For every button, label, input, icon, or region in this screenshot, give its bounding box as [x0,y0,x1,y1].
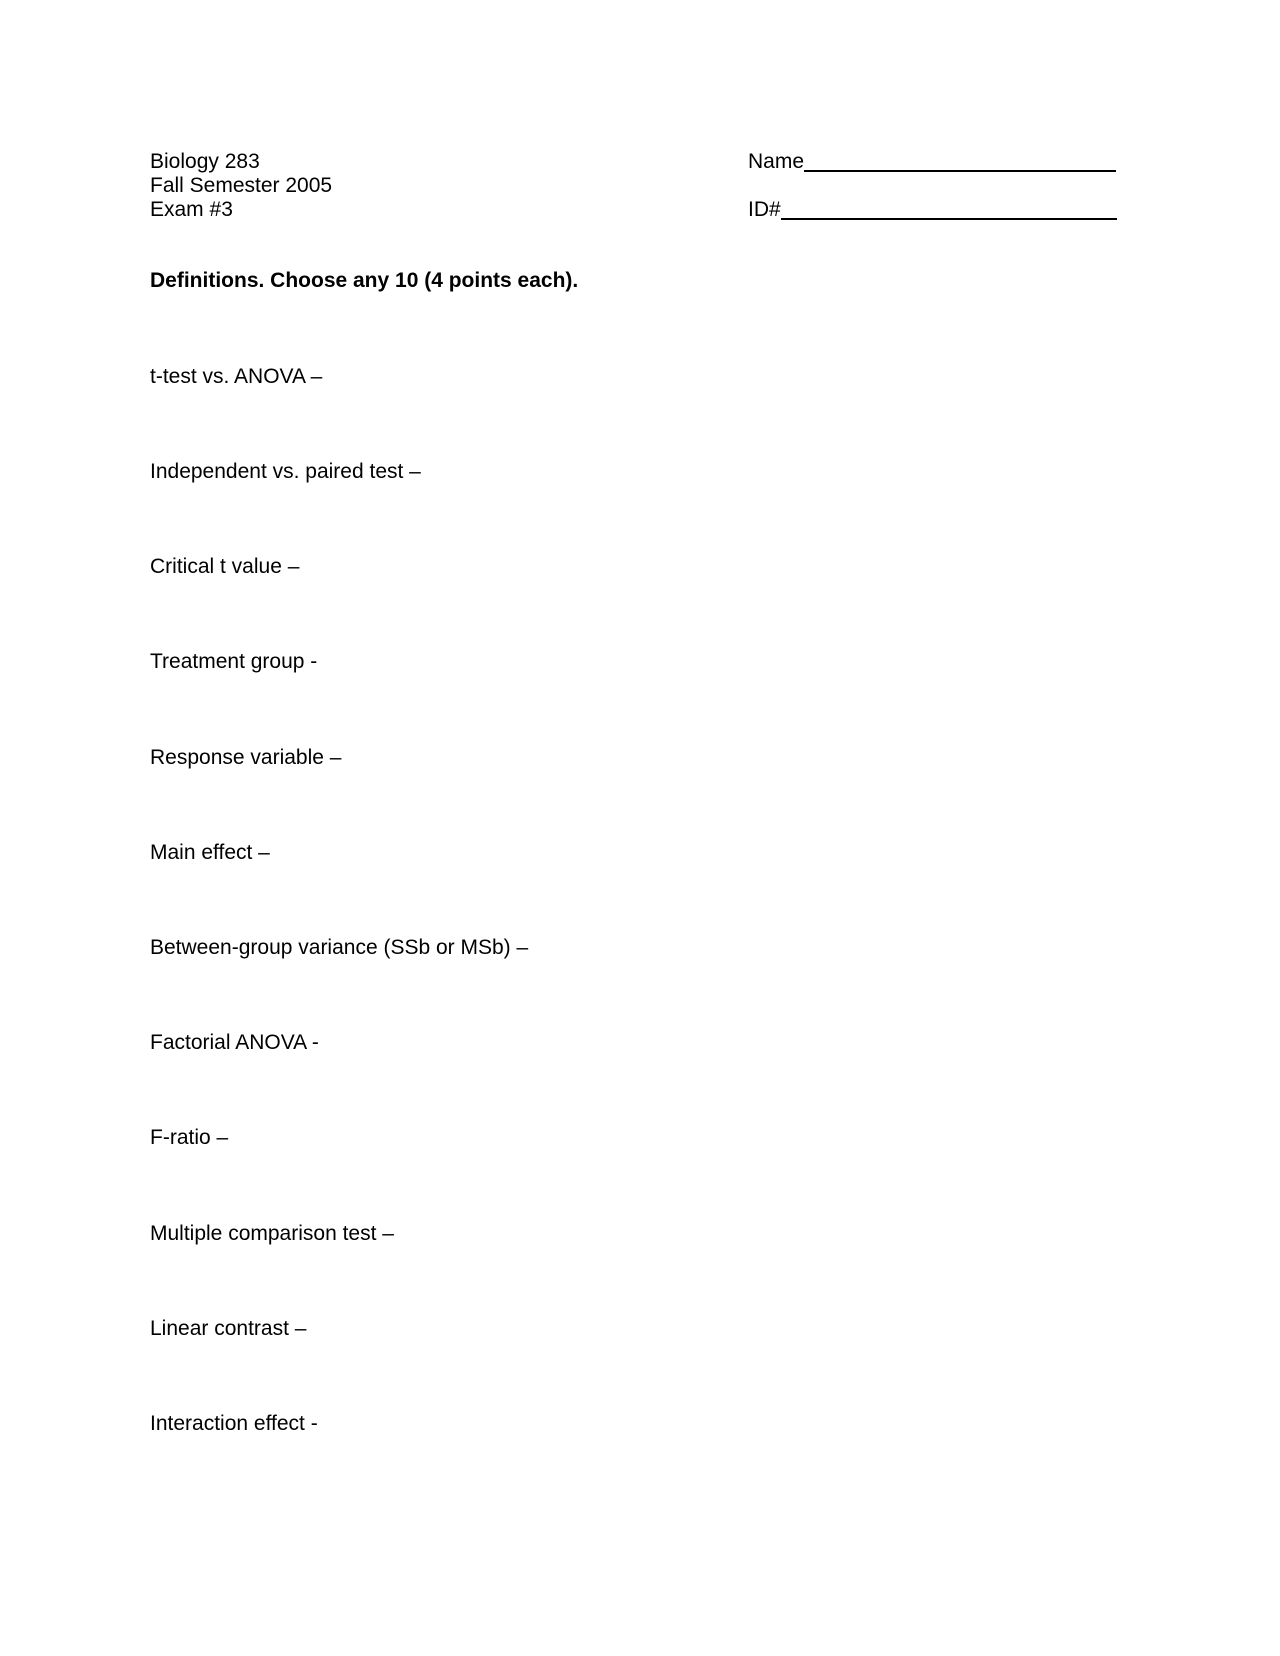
instructions-heading: Definitions. Choose any 10 (4 points each). [150,269,579,292]
id-blank-line[interactable] [781,198,1117,220]
name-blank-line[interactable] [804,150,1116,172]
definition-term: t-test vs. ANOVA – [150,365,323,388]
definition-term: Multiple comparison test – [150,1222,394,1245]
definition-term: Independent vs. paired test – [150,460,421,483]
name-label: Name [748,150,805,173]
name-field[interactable] [748,150,1116,172]
definition-term: Treatment group - [150,650,318,673]
course-title: Biology 283 [150,150,260,173]
definition-term: Critical t value – [150,555,300,578]
definition-term: F-ratio – [150,1126,229,1149]
id-field[interactable] [748,198,1117,220]
definition-term: Factorial ANOVA - [150,1031,319,1054]
exam-number: Exam #3 [150,198,233,221]
definition-term: Response variable – [150,746,342,769]
id-label: ID# [748,198,781,221]
definition-term: Main effect – [150,841,270,864]
definition-term: Between-group variance (SSb or MSb) – [150,936,529,959]
definition-term: Interaction effect - [150,1412,318,1435]
semester-label: Fall Semester 2005 [150,174,333,197]
definition-term: Linear contrast – [150,1317,307,1340]
